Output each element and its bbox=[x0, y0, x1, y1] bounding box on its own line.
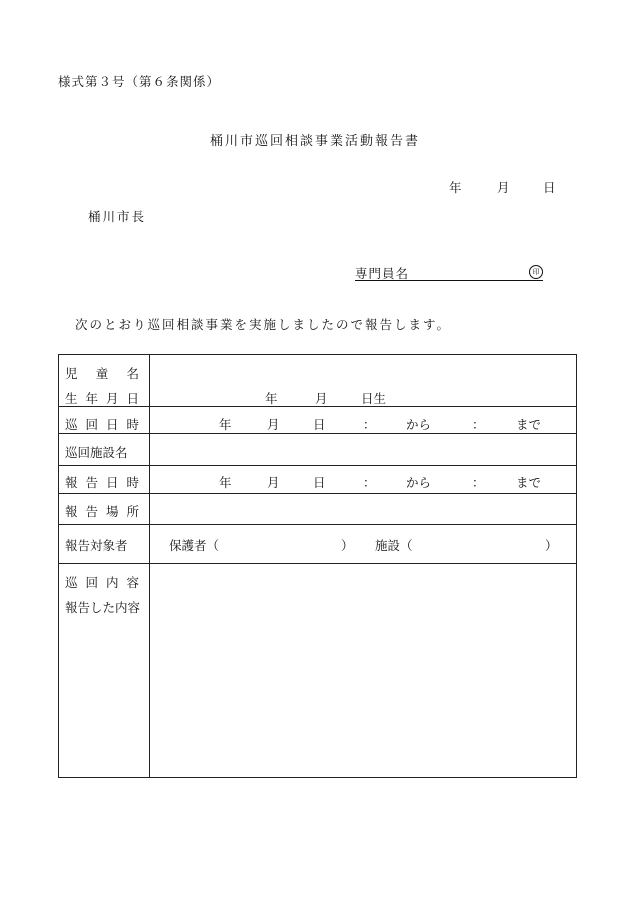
intro-text: 次のとおり巡回相談事業を実施しましたので報告します。 bbox=[75, 317, 452, 332]
visit-until: まで bbox=[516, 417, 542, 432]
report-day: 日 bbox=[313, 475, 326, 490]
facility-label: 巡回施設名 bbox=[65, 445, 128, 460]
signature-label: 専門員名 bbox=[355, 266, 410, 281]
visit-colon-start: ： bbox=[363, 417, 376, 432]
date-day-label: 日 bbox=[543, 180, 556, 195]
visit-colon-end: ： bbox=[472, 417, 485, 432]
row-divider bbox=[59, 433, 576, 434]
reported-content-label: 報告した内容 bbox=[65, 600, 141, 615]
birth-month: 月 bbox=[315, 391, 328, 406]
addressee: 桶川市長 bbox=[88, 209, 147, 224]
row-divider bbox=[59, 563, 576, 564]
child-name-label: 児 童 名 bbox=[65, 366, 139, 381]
document-title: 桶川市巡回相談事業活動報告書 bbox=[209, 134, 420, 149]
visit-from: から bbox=[406, 417, 432, 432]
birth-date-label: 生 年 月 日 bbox=[65, 391, 139, 406]
visit-day: 日 bbox=[313, 417, 326, 432]
report-month: 月 bbox=[267, 475, 280, 490]
row-divider bbox=[59, 465, 576, 466]
visit-content-label: 巡 回 内 容 bbox=[65, 575, 139, 590]
report-colon-end: ： bbox=[472, 475, 485, 490]
seal-mark: 印 bbox=[529, 265, 543, 279]
guardian-close: ） bbox=[341, 538, 354, 553]
signature-line bbox=[355, 264, 543, 281]
guardian-label: 保護者（ bbox=[169, 538, 220, 553]
report-colon-start: ： bbox=[363, 475, 376, 490]
date-month-label: 月 bbox=[497, 180, 510, 195]
date-year-label: 年 bbox=[449, 180, 462, 195]
report-target-label: 報告対象者 bbox=[65, 538, 128, 553]
report-until: まで bbox=[516, 475, 542, 490]
facility-target-close: ） bbox=[545, 538, 558, 553]
row-divider bbox=[59, 524, 576, 525]
row-divider bbox=[59, 493, 576, 494]
birth-year: 年 bbox=[265, 391, 278, 406]
report-table bbox=[58, 354, 577, 778]
report-place-label: 報 告 場 所 bbox=[65, 504, 139, 519]
visit-datetime-label: 巡 回 日 時 bbox=[65, 417, 139, 432]
form-code: 様式第３号（第６条関係） bbox=[58, 74, 221, 89]
label-column-divider bbox=[149, 355, 150, 777]
visit-month: 月 bbox=[267, 417, 280, 432]
facility-target-label: 施設（ bbox=[375, 538, 413, 553]
report-from: から bbox=[406, 475, 432, 490]
report-datetime-label: 報 告 日 時 bbox=[65, 475, 139, 490]
birth-day: 日生 bbox=[361, 391, 387, 406]
report-year: 年 bbox=[219, 475, 232, 490]
visit-year: 年 bbox=[219, 417, 232, 432]
